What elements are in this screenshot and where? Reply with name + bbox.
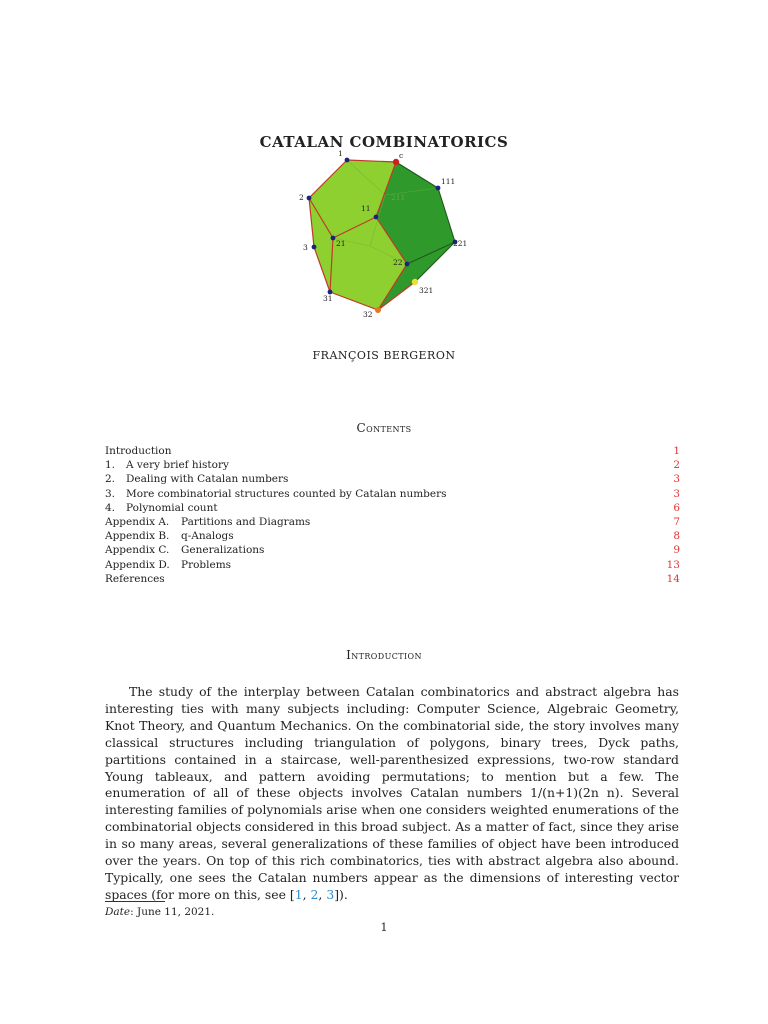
associahedron-figure [290,150,480,320]
toc-number: Appendix B. [105,530,170,543]
vertex [345,158,350,163]
vertex-label: 3 [303,243,308,252]
toc-page[interactable]: 3 [673,487,680,500]
citation-separator: , [302,886,311,902]
vertex [405,262,410,267]
toc-entry[interactable] [105,458,680,472]
page-number: 1 [380,921,388,934]
toc-entry[interactable] [105,529,680,543]
vertex-label: 11 [361,204,371,213]
footnote-rule [105,901,165,902]
contents-heading: Contents [356,421,412,435]
vertex-label: 111 [441,177,456,186]
citation-link[interactable]: 2 [310,886,319,902]
vertex-label: 22 [393,258,403,267]
citation-link[interactable]: 3 [326,886,335,902]
date-footnote [105,906,679,918]
citation-bracket: ]). [334,886,348,902]
footnote-label: Date [105,906,131,918]
toc-label: q-Analogs [181,530,234,543]
toc-number: 2. [105,473,116,486]
toc-label: Partitions and Diagrams [181,515,311,528]
toc-entry[interactable] [105,543,680,557]
toc-label: More combinatorial structures counted by Catalan numbers [126,487,447,500]
citation-bracket: [ [289,886,295,902]
vertex-label: 211 [391,193,406,202]
toc-page[interactable]: 6 [673,501,680,514]
toc-number: 4. [105,501,116,514]
toc-label: Generalizations [181,544,265,557]
toc-label: Dealing with Catalan numbers [126,473,289,486]
vertex-label: 21 [336,239,346,248]
toc-entry[interactable] [105,558,680,572]
vertex [307,196,312,201]
vertex-label: c [399,151,404,160]
footnote-text: : June 11, 2021. [130,906,215,918]
toc-page[interactable]: 13 [666,558,680,571]
introduction-paragraph [105,684,679,904]
toc-page[interactable]: 9 [673,544,680,557]
vertex-label: 321 [419,286,434,295]
intro-text: Several interesting families of polynomials arise when one considers weighted enumerations of the combinatorial objects considered in this broad subject. As a matter of fact, since they arise in so many areas, several generalizations of these families of object have been introduced over the years. On top of this rich combinatorics, ties with abstract algebra also abound. Typically, one sees the Catalan numbers appear as the dimensions of interesting vector spaces (for more on this, see [105,785,679,902]
vertex-label: 2 [299,193,304,202]
toc-page[interactable]: 7 [673,515,680,528]
toc-number: Appendix A. [105,515,170,528]
intro-text: The study of the interplay between Catalan combinatorics and abstract algebra has interesting ties with many subjects including: Computer Science, Algebraic Geometry, Knot Theory, and Quantum Mechanics. On the combinatorial side, the story involves many classical structures including triangulation of polygons, binary trees, Dyck paths, partitions contained in a staircase, well-parenthesized expressions, two-row standard Young tableaux, and pattern avoiding permutations; to mention but a few. The enumeration of all of these objects involves Catalan numbers [105,684,679,801]
catalan-formula: 1/(n+1)(2n n). [530,785,624,801]
vertex [374,215,379,220]
vertex-label: 1 [338,150,343,158]
toc-number: 1. [105,459,116,472]
table-of-contents [105,444,680,586]
citation-link[interactable]: 1 [294,886,303,902]
toc-page[interactable]: 14 [666,572,680,585]
toc-entry[interactable] [105,501,680,515]
citation-separator: , [318,886,327,902]
vertex-321 [412,279,418,285]
toc-page[interactable]: 8 [673,530,680,543]
toc-entry[interactable] [105,515,680,529]
vertex [312,245,317,250]
toc-page[interactable]: 1 [673,445,680,457]
toc-entry[interactable] [105,472,680,486]
toc-label: References [105,572,165,585]
vertex [436,186,441,191]
toc-label: Polynomial count [126,501,218,514]
vertex-32 [375,307,381,313]
toc-label: A very brief history [126,459,229,472]
author-name: FRANÇOIS BERGERON [312,349,456,362]
toc-label: Problems [181,558,232,571]
paper-title: CATALAN COMBINATORICS [259,133,509,151]
vertex-label: 31 [323,294,333,303]
toc-page[interactable]: 2 [673,459,680,472]
toc-page[interactable]: 3 [673,473,680,486]
vertex [331,236,336,241]
toc-entry[interactable] [105,444,680,458]
toc-number: Appendix D. [105,558,170,571]
toc-entry[interactable] [105,487,680,501]
toc-label: Introduction [105,445,172,457]
section-heading: Introduction [346,648,422,662]
toc-number: 3. [105,487,116,500]
vertex-label: 221 [453,239,468,248]
toc-number: Appendix C. [105,544,170,557]
toc-entry[interactable] [105,572,680,586]
vertex-label: 32 [363,310,373,319]
